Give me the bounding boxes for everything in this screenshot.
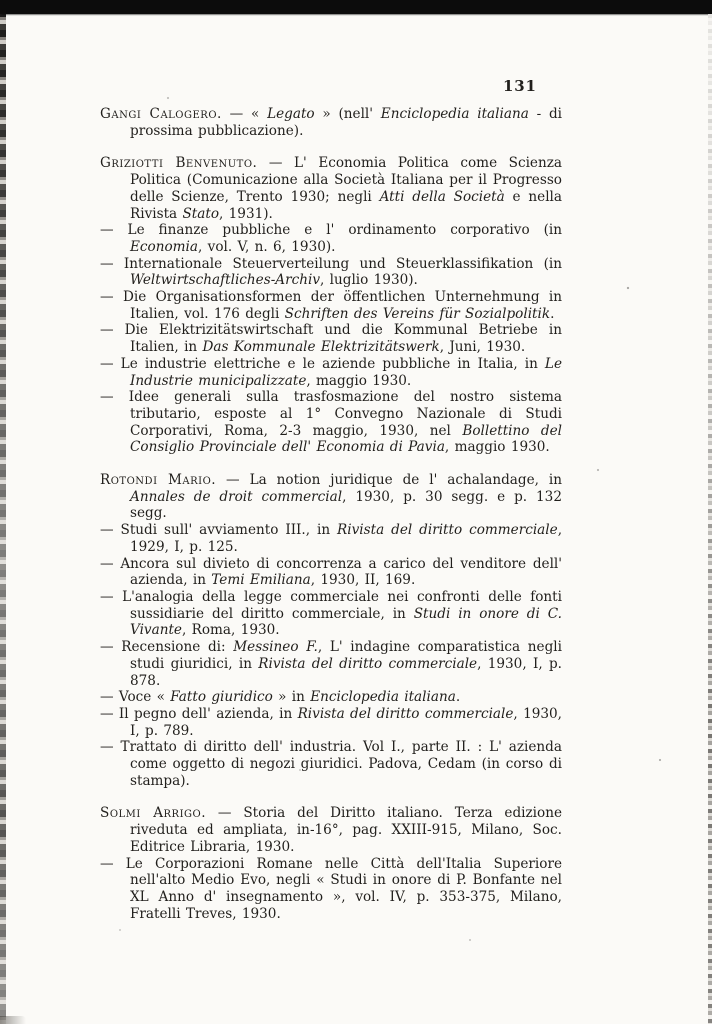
cited-work-title: Le Industrie municipalizzate (130, 355, 562, 389)
bib-item-paragraph (100, 389, 562, 456)
text-run: — L' Economia Politica come Scienza Politica (Comunicazione alla Società Italiana per il Progresso delle Scienze, Trento 1930; negli (130, 155, 562, 205)
text-run: , 1929, I, p. 125. (130, 522, 563, 555)
bib-item-paragraph (100, 706, 562, 739)
text-run: » (nell' (314, 106, 381, 122)
scan-left-edge (0, 10, 6, 1024)
text-run: e nella Rivista (130, 188, 563, 222)
bib-item-paragraph (100, 856, 562, 923)
bib-item-paragraph (100, 356, 562, 389)
text-run: . (455, 689, 461, 706)
text-run: , L' indagine comparatistica negli studi giuridici, in (130, 639, 562, 672)
cited-work-title: Rivista del diritto commerciale (258, 655, 478, 672)
text-run: — Ancora sul divieto di concorrenza a carico del venditore dell' azienda, in (100, 555, 562, 589)
text-run: - di prossima pubblicazione). (130, 106, 562, 139)
scan-right-edge (708, 14, 712, 1024)
text-run: — Idee generali sulla trasfosmazione del nostro sistema tributario, esposte al 1° Convegno Nazionale di Studi Corporativi, Roma, 2-3 maggio, 1930, nel (100, 389, 562, 439)
text-run: — Die Organisationsformen der öffentlichen Unternehmung in Italien, vol. 176 degli (100, 289, 562, 322)
text-run: , 1930, I, p. 789. (130, 705, 562, 739)
text-run: , 1930, p. 30 segg. e p. 132 segg. (130, 488, 562, 522)
cited-work-title: Fatto giuridico (170, 689, 273, 706)
author-name: Rotondi Mario. (100, 472, 217, 489)
cited-work-title: Bollettino del Consiglio Provinciale dell' Economia di Pavia (130, 422, 562, 456)
text-run: — Il pegno dell' azienda, in (100, 705, 298, 722)
text-run: — La notion juridique de l' achalandage, in (216, 472, 562, 489)
text-run: , 1930, II, 169. (310, 572, 416, 589)
bib-item-paragraph (100, 289, 562, 322)
text-run: , luglio 1930). (320, 272, 418, 289)
bib-item-paragraph (100, 222, 562, 255)
text-run: . (550, 305, 555, 322)
bib-author-paragraph (100, 805, 562, 855)
text-run: — Le Corporazioni Romane nelle Città dell'Italia Superiore nell'alto Medio Evo, negli « Studi in onore di P. Bonfante nel XL Anno d' insegnamento », vol. IV, p. 353-375, Milano, Fratelli Treves, 1930. (100, 855, 562, 922)
bib-item-paragraph (100, 322, 562, 355)
cited-work-title: Enciclopedia italiana (310, 689, 456, 706)
bib-item-paragraph (100, 639, 562, 689)
bib-entry (100, 106, 562, 139)
bib-author-paragraph (100, 155, 562, 222)
text-run: — Le finanze pubbliche e l' ordinamento corporativo (in (100, 222, 562, 239)
text-run: — Voce « (100, 689, 171, 706)
text-run: — Studi sull' avviamento III., in (100, 522, 338, 539)
text-run: , Juni, 1930. (439, 339, 526, 356)
text-run: , 1930, I, p. 878. (130, 655, 563, 689)
text-run: — Le industrie elettriche e le aziende pubbliche in Italia, in (100, 355, 545, 372)
cited-work-title: Temi Emiliana (211, 572, 311, 589)
scan-top-edge (0, 0, 712, 14)
bib-item-paragraph (100, 689, 562, 706)
bib-entry (100, 472, 562, 789)
cited-work-title: Atti della Società (379, 188, 505, 205)
scan-bottom-smudge (0, 1016, 26, 1024)
cited-work-title: Rivista del diritto commerciale (337, 522, 558, 539)
bib-author-paragraph (100, 106, 562, 139)
cited-work-title: Stato (182, 205, 220, 222)
cited-work-title: Economia (130, 238, 199, 255)
text-run: , maggio 1930. (444, 439, 550, 456)
bib-item-paragraph (100, 556, 562, 589)
text-run: » in (272, 689, 311, 706)
text-run: , vol. V, n. 6, 1930). (198, 238, 336, 255)
text-run: — Storia del Diritto italiano. Terza edizione riveduta ed ampliata, in-16°, pag. XXIII-915, Milano, Soc. Editrice Libraria, 1930. (130, 805, 562, 855)
cited-work-title: Weltwirtschaftliches-Archiv (130, 272, 320, 289)
author-name: Gangi Calogero. (100, 106, 222, 122)
cited-work-title: Das Kommunale Elektrizitätswerk (202, 339, 440, 356)
cited-work-title: Studi in onore di C. Vivante (130, 605, 562, 639)
text-run: — Recensione di: (100, 639, 234, 656)
cited-work-title: Enciclopedia italiana (380, 106, 529, 122)
bib-item-paragraph (100, 739, 562, 789)
text-run: , 1931). (219, 205, 273, 222)
cited-work-title: Rivista del diritto commerciale (297, 705, 514, 722)
text-run: — L'analogia della legge commerciale nei confronti delle fonti sussidiarie del diritto commerciale, in (100, 588, 562, 622)
cited-work-title: Annales de droit commercial (130, 488, 343, 505)
bib-entry (100, 805, 562, 922)
text-run: — « (221, 106, 268, 122)
bibliography (100, 106, 562, 922)
bib-author-paragraph (100, 472, 562, 522)
text-run: — Die Elektrizitätswirtschaft und die Kommunal Betriebe in Italien, in (100, 322, 562, 356)
bib-item-paragraph (100, 589, 562, 639)
cited-work-title: Messineo F. (233, 639, 318, 656)
page-number: 131 (503, 77, 537, 95)
text-run: , maggio 1930. (306, 372, 412, 389)
bib-entry (100, 155, 562, 456)
cited-work-title: Schriften des Vereins für Sozialpolitik (284, 305, 551, 322)
text-run: — Internationale Steuerverteilung und Steuerklassifikation (in (100, 255, 562, 272)
bib-item-paragraph (100, 256, 562, 289)
text-run: — Trattato di diritto dell' industria. Vol I., parte II. : L' azienda come oggetto di negozi giuridici. Padova, Cedam (in corso di stampa). (100, 739, 562, 789)
bib-item-paragraph (100, 522, 562, 555)
author-name: Solmi Arrigo. (100, 805, 207, 822)
author-name: Griziotti Benvenuto. (100, 155, 258, 172)
cited-work-title: Legato (267, 106, 315, 122)
text-run: , Roma, 1930. (181, 622, 280, 639)
